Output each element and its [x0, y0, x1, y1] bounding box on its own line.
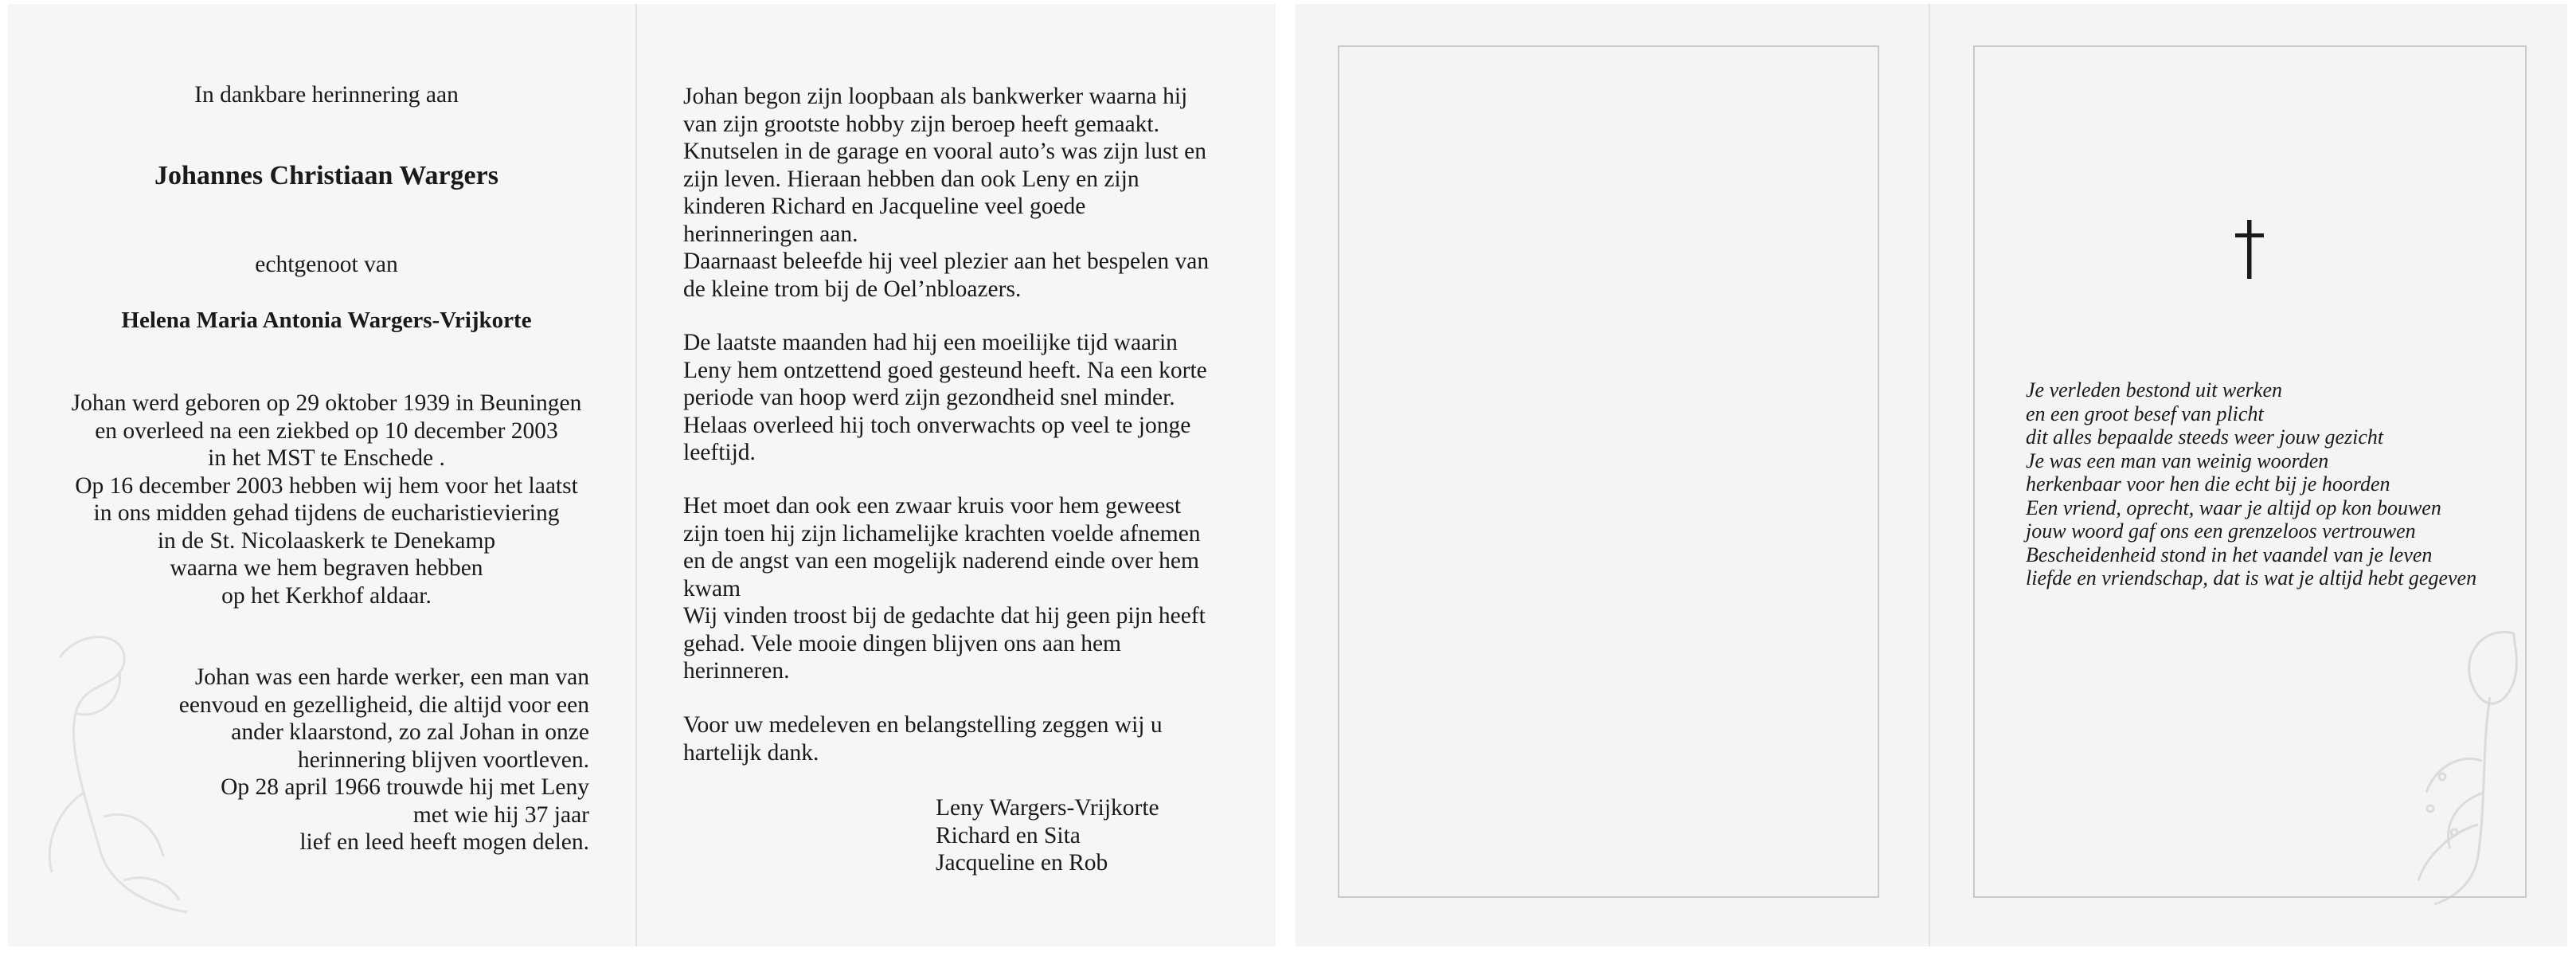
story-line: Helaas overleed hij toch onverwachts op veel te jonge: [683, 412, 1191, 438]
story-line: Wij vinden troost bij de gedachte dat hij geen pijn heeft: [683, 603, 1206, 629]
poem-line: Je verleden bestond uit werken: [2026, 378, 2282, 402]
story-line: gehad. Vele mooie dingen blijven ons aan hem: [683, 630, 1121, 656]
deceased-name: Johannes Christiaan Wargers: [154, 161, 498, 190]
bio-line: en overleed na een ziekbed op 10 december 2003: [95, 417, 558, 444]
tribute-line: Op 28 april 1966 trouwde hij met Leny: [221, 774, 589, 800]
story-line: Voor uw medeleven en belangstelling zeggen wij u: [683, 712, 1163, 738]
poem-line: Een vriend, oprecht, waar je altijd op kon bouwen: [2026, 496, 2441, 519]
story-line: kwam: [683, 575, 741, 601]
poem-line: en een groot besef van plicht: [2026, 402, 2264, 425]
poem-line: herkenbaar voor hen die echt bij je hoorden: [2026, 472, 2390, 496]
calla-lily-ornament-icon: [2394, 617, 2554, 912]
story-paragraph-1: [683, 83, 1209, 303]
fold-line: [635, 4, 637, 946]
spouse-label: echtgenoot van: [255, 252, 398, 277]
tribute-line: ander klaarstond, zo zal Johan in onze: [231, 719, 589, 745]
poem-line: Bescheidenheid stond in het vaandel van je leven: [2026, 543, 2433, 566]
bio-line: in het MST te Enschede .: [208, 445, 445, 471]
signature-line: Richard en Sita: [936, 822, 1081, 848]
story-line: van zijn grootste hobby zijn beroep heeft gemaakt.: [683, 111, 1159, 137]
story-line: De laatste maanden had hij een moeilijke tijd waarin: [683, 330, 1178, 355]
back-panel-frame: [1338, 45, 1879, 898]
tribute-line: met wie hij 37 jaar: [412, 801, 589, 828]
story-paragraph-3: [683, 492, 1206, 685]
story-line: Daarnaast beleefde hij veel plezier aan het bespelen van: [683, 249, 1210, 274]
story-line: kinderen Richard en Jacqueline veel goede: [683, 194, 1086, 219]
bio-line: op het Kerkhof aldaar.: [221, 582, 432, 609]
poem-line: Je was een man van weinig woorden: [2026, 449, 2329, 472]
poem-line: jouw woord gaf ons een grenzeloos vertrouwen: [2026, 519, 2416, 543]
cross-icon: [2234, 220, 2265, 279]
tribute-line: herinnering blijven voortleven.: [297, 746, 589, 773]
bio-line: in ons midden gehad tijdens de eucharistieviering: [93, 500, 560, 526]
story-line: Johan begon zijn loopbaan als bankwerker waarna hij: [683, 84, 1188, 109]
inner-spread: [8, 4, 1276, 946]
signature-block: [936, 794, 1159, 877]
story-line: herinneren.: [683, 658, 790, 684]
spouse-name: Helena Maria Antonia Wargers-Vrijkorte: [121, 308, 532, 333]
poem-line: dit alles bepaalde steeds weer jouw gezicht: [2026, 425, 2384, 449]
signature-line: Jacqueline en Rob: [936, 850, 1108, 876]
story-line: leeftijd.: [683, 440, 756, 465]
story-line: periode van hoop werd zijn gezondheid snel minder.: [683, 385, 1175, 410]
story-line: herinneringen aan.: [683, 221, 858, 247]
outer-spread: [1296, 4, 2567, 946]
biography-block: [40, 390, 613, 609]
fold-line: [1929, 4, 1930, 946]
tribute-line: Johan was een harde werker, een man van: [194, 664, 589, 690]
signature-line: Leny Wargers-Vrijkorte: [936, 795, 1159, 821]
intro-text: In dankbare herinnering aan: [194, 82, 459, 108]
bio-line: waarna we hem begraven hebben: [170, 555, 483, 581]
story-line: de kleine trom bij de Oel’nbloazers.: [683, 276, 1022, 302]
poem-block: [2026, 378, 2476, 590]
tribute-block: [127, 664, 589, 856]
story-line: zijn leven. Hieraan hebben dan ook Leny en zijn: [683, 166, 1139, 192]
story-line: hartelijk dank.: [683, 739, 819, 766]
bio-line: Op 16 december 2003 hebben wij hem voor het laatst: [75, 472, 578, 499]
story-line: Het moet dan ook een zwaar kruis voor hem geweest: [683, 493, 1182, 519]
bio-line: in de St. Nicolaaskerk te Denekamp: [157, 527, 496, 554]
story-line: Leny hem ontzettend goed gesteund heeft. Na een korte: [683, 357, 1207, 383]
story-line: en de angst van een mogelijk naderend einde over hem: [683, 548, 1199, 574]
story-line: Knutselen in de garage en vooral auto’s was zijn lust en: [683, 139, 1207, 164]
tribute-line: eenvoud en gezelligheid, die altijd voor een: [178, 692, 589, 718]
tribute-line: lief en leed heeft mogen delen.: [299, 829, 589, 855]
story-line: zijn toen hij zijn lichamelijke krachten voelde afnemen: [683, 520, 1201, 547]
bio-line: Johan werd geboren op 29 oktober 1939 in Beuningen: [71, 390, 582, 416]
poem-line: liefde en vriendschap, dat is wat je altijd hebt gegeven: [2026, 566, 2477, 590]
story-paragraph-2: [683, 329, 1207, 467]
thanks-paragraph: [683, 711, 1163, 766]
